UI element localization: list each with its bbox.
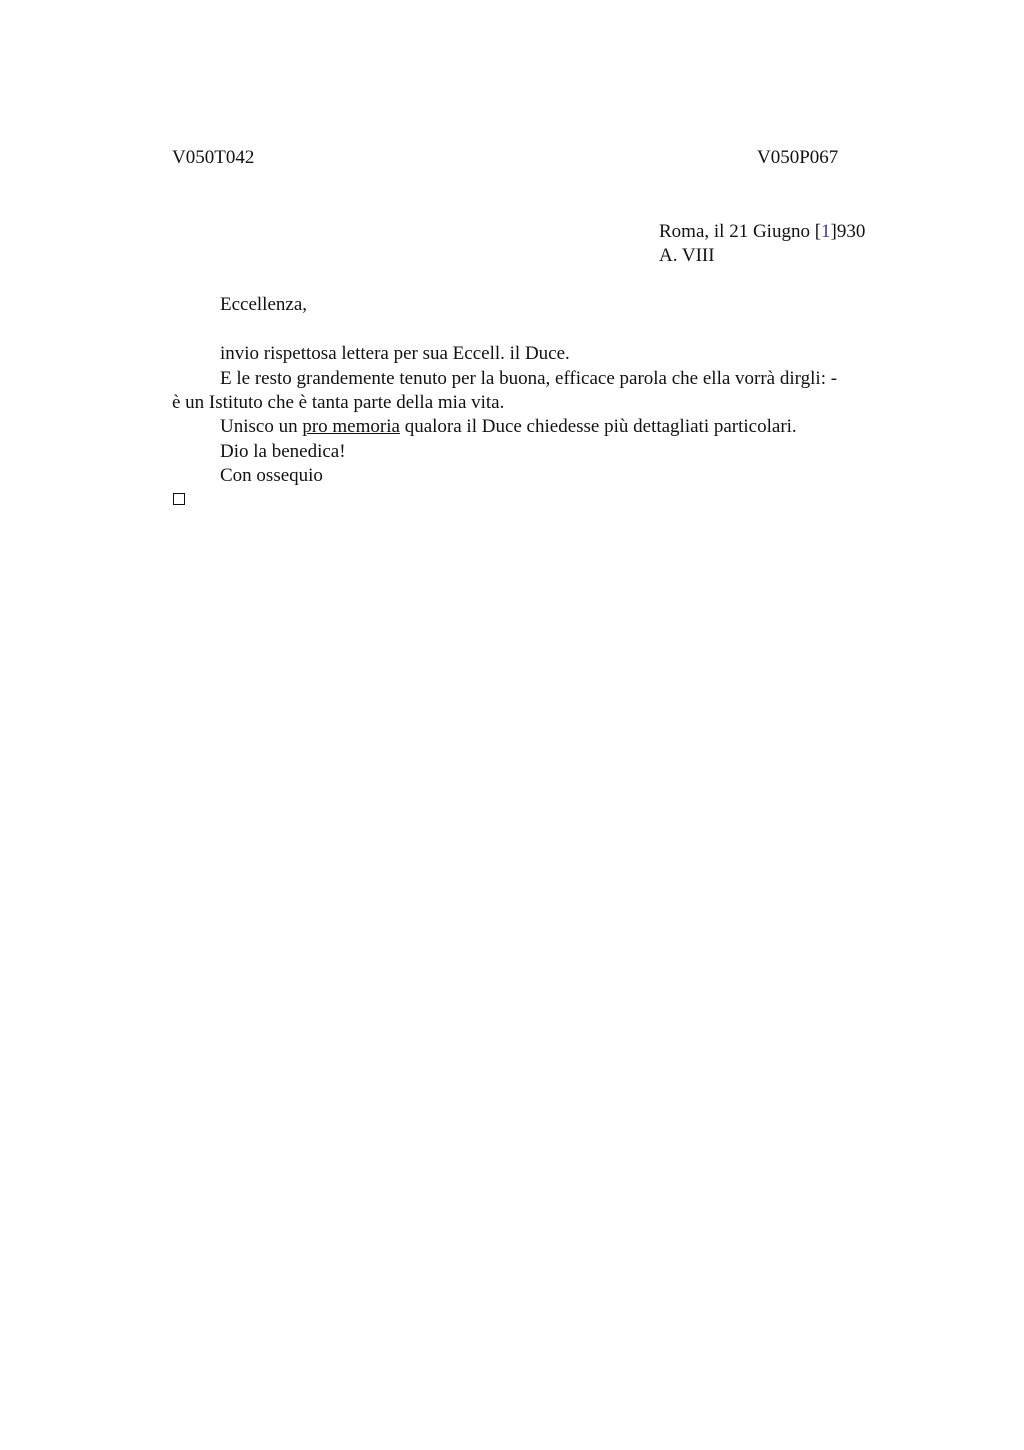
- letter-salutation: Eccellenza,: [220, 294, 308, 315]
- date-suffix: ]930: [830, 221, 866, 242]
- letter-date: [659, 220, 865, 244]
- date-bracket-number: 1: [821, 221, 831, 242]
- letter-paragraph-2-line-1: E le resto grandemente tenuto per la buona, efficace parola che ella vorrà dirgli: -: [220, 368, 838, 389]
- paragraph-3-before: Unisco un: [220, 416, 303, 437]
- document-code-left: V050T042: [172, 147, 255, 168]
- letter-paragraph-4: Dio la benedica!: [220, 441, 346, 462]
- letter-paragraph-2-line-2: è un Istituto che è tanta parte della mia vita.: [172, 392, 505, 413]
- letter-closing: Con ossequio: [220, 465, 323, 486]
- letter-paragraph-3: [220, 415, 797, 439]
- letter-paragraph-1: invio rispettosa lettera per sua Eccell. il Duce.: [220, 343, 570, 364]
- paragraph-3-after: qualora il Duce chiedesse più dettagliati particolari.: [399, 416, 797, 437]
- placeholder-square-icon: [173, 493, 185, 505]
- letter-era: A. VIII: [659, 245, 715, 266]
- document-code-right: V050P067: [757, 147, 839, 168]
- date-prefix: Roma, il 21 Giugno [: [659, 221, 822, 242]
- pro-memoria-underlined: pro memoria: [302, 416, 400, 437]
